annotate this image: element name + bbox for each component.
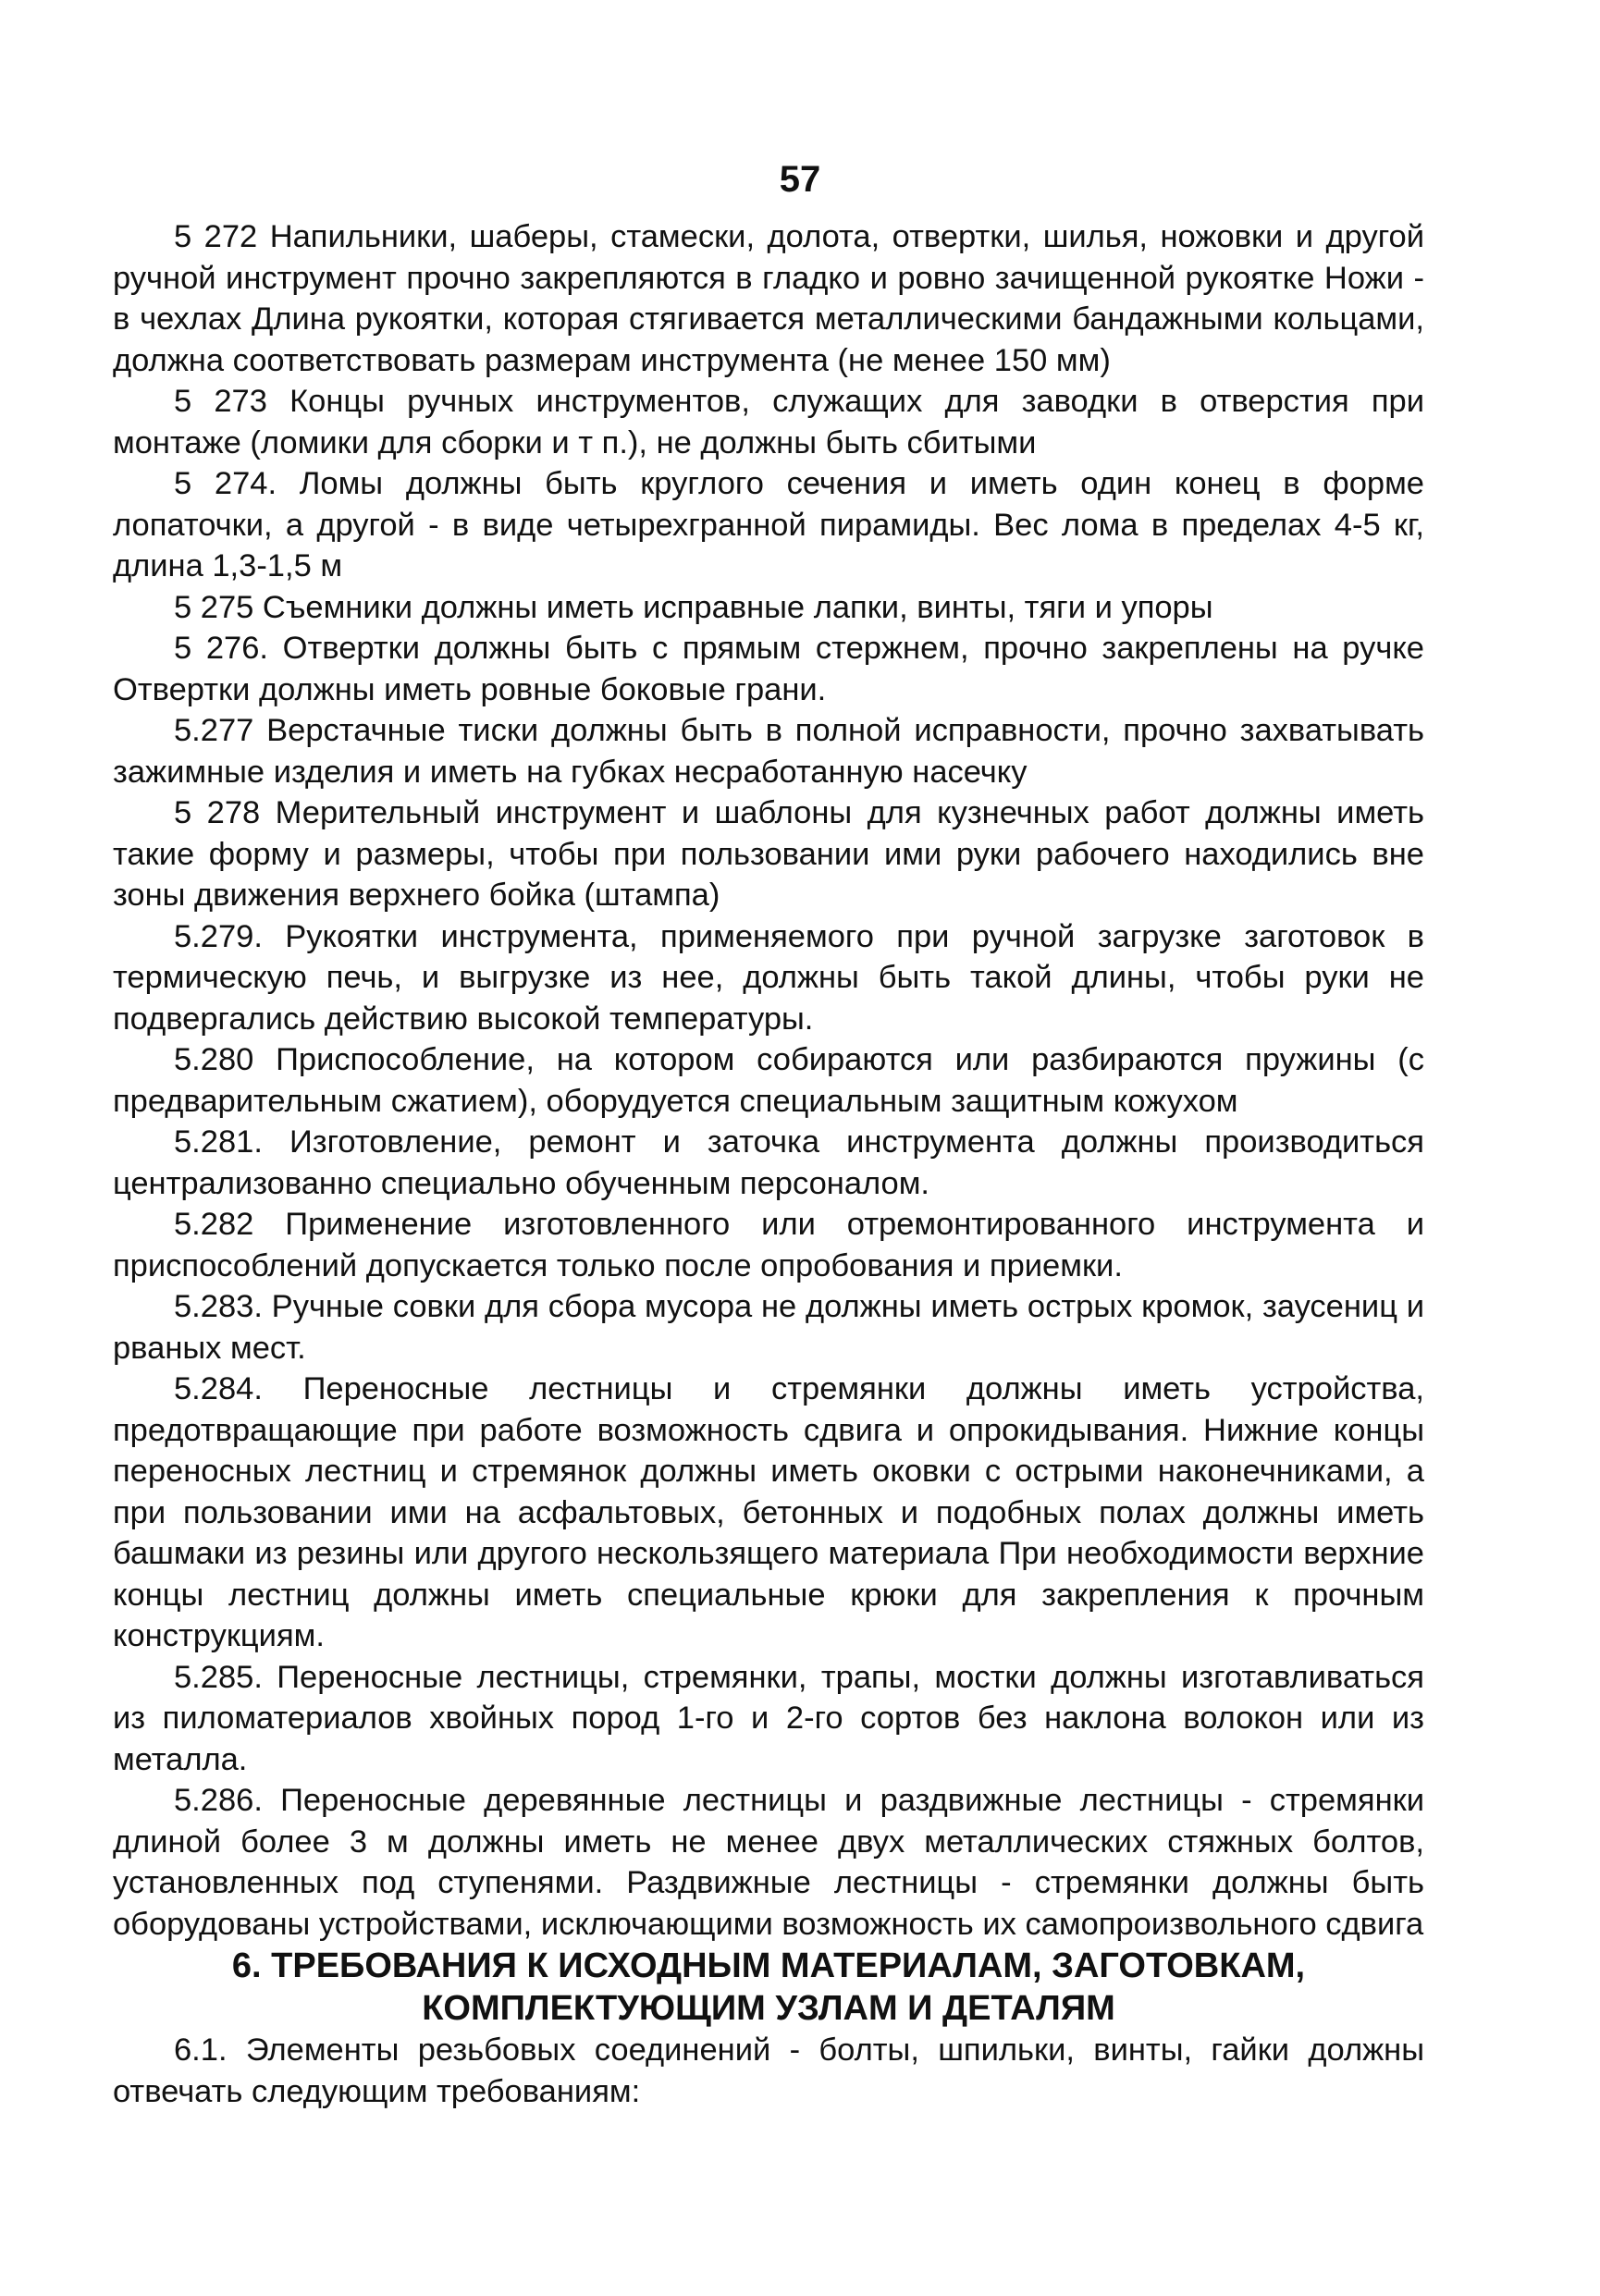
paragraph-5-273: 5 273 Концы ручных инструментов, служащих для заводки в отверстия при монтаже (ломики для сборки и т п.), не должны быть сбитыми xyxy=(113,384,1424,460)
section-heading xyxy=(113,1945,1424,2030)
paragraph-5-277: 5.277 Верстачные тиски должны быть в полной исправности, прочно захватывать зажимные изделия и иметь на губках несработанную насечку xyxy=(113,713,1424,790)
paragraph-5-279: 5.279. Рукоятки инструмента, применяемого при ручной загрузке заготовок в термическую печь, и выгрузке из нее, должны быть такой длины, чтобы руки не подвергались действию высокой температуры. xyxy=(113,918,1424,1037)
paragraph-5-285: 5.285. Переносные лестницы, стремянки, трапы, мостки должны изготавливаться из пиломатериалов хвойных пород 1-го и 2-го сортов без наклона волокон или из металла. xyxy=(113,1659,1424,1777)
paragraph-5-276: 5 276. Отвертки должны быть с прямым стержнем, прочно закреплены на ручке Отвертки должны иметь ровные боковые грани. xyxy=(113,631,1424,707)
paragraph-5-282: 5.282 Применение изготовленного или отремонтированного инструмента и приспособлений допускается только после опробования и приемки. xyxy=(113,1207,1424,1283)
paragraph-5-286: 5.286. Переносные деревянные лестницы и раздвижные лестницы - стремянки длиной более 3 м должны иметь не менее двух металлических стяжных болтов, установленных под ступенями. Раздвижные лестницы - стремянки должны быть оборудованы устройствами, исключающими возможность их самопроизвольного сдвига xyxy=(113,1783,1424,1942)
paragraph-5-278: 5 278 Мерительный инструмент и шаблоны для кузнечных работ должны иметь такие форму и размеры, чтобы при пользовании ими руки рабочего находились вне зоны движения верхнего бойка (штампа) xyxy=(113,795,1424,913)
section-heading-line-1: 6. ТРЕБОВАНИЯ К ИСХОДНЫМ МАТЕРИАЛАМ, ЗАГОТОВКАМ, xyxy=(231,1946,1306,1985)
paragraph-6-1: 6.1. Элементы резьбовых соединений - болты, шпильки, винты, гайки должны отвечать следующим требованиям: xyxy=(113,2032,1424,2109)
page-number: 57 xyxy=(779,159,821,200)
body-text xyxy=(113,216,1424,2112)
paragraph-5-284: 5.284. Переносные лестницы и стремянки должны иметь устройства, предотвращающие при работе возможность сдвига и опрокидывания. Нижние концы переносных лестниц и стремянок должны иметь оковки с острыми наконечниками, а при пользовании ими на асфальтовых, бетонных и подобных полах должны иметь башмаки из резины или другого нескользящего материала При необходимости верхние концы лестниц должны иметь специальные крюки для закрепления к прочным конструкциям. xyxy=(113,1371,1424,1653)
section-heading-line-2: КОМПЛЕКТУЮЩИМ УЗЛАМ И ДЕТАЛЯМ xyxy=(422,1989,1115,2028)
paragraph-5-280: 5.280 Приспособление, на котором собираются или разбираются пружины (с предварительным сжатием), оборудуется специальным защитным кожухом xyxy=(113,1042,1424,1119)
paragraph-5-281: 5.281. Изготовление, ремонт и заточка инструмента должны производиться централизованно специально обученным персоналом. xyxy=(113,1124,1424,1201)
paragraph-5-272: 5 272 Напильники, шаберы, стамески, долота, отвертки, шилья, ножовки и другой ручной инструмент прочно закрепляются в гладко и ровно зачищенной рукоятке Ножи - в чехлах Длина рукоятки, которая стягивается металлическими бандажными кольцами, должна соответствовать размерам инструмента (не менее 150 мм) xyxy=(113,219,1424,378)
paragraph-5-275: 5 275 Съемники должны иметь исправные лапки, винты, тяги и упоры xyxy=(174,589,1213,625)
paragraph-5-274: 5 274. Ломы должны быть круглого сечения и иметь один конец в форме лопаточки, а другой - в виде четырехгранной пирамиды. Вес лома в пределах 4-5 кг, длина 1,3-1,5 м xyxy=(113,466,1424,583)
paragraph-5-283: 5.283. Ручные совки для сбора мусора не должны иметь острых кромок, заусениц и рваных мест. xyxy=(113,1289,1424,1366)
